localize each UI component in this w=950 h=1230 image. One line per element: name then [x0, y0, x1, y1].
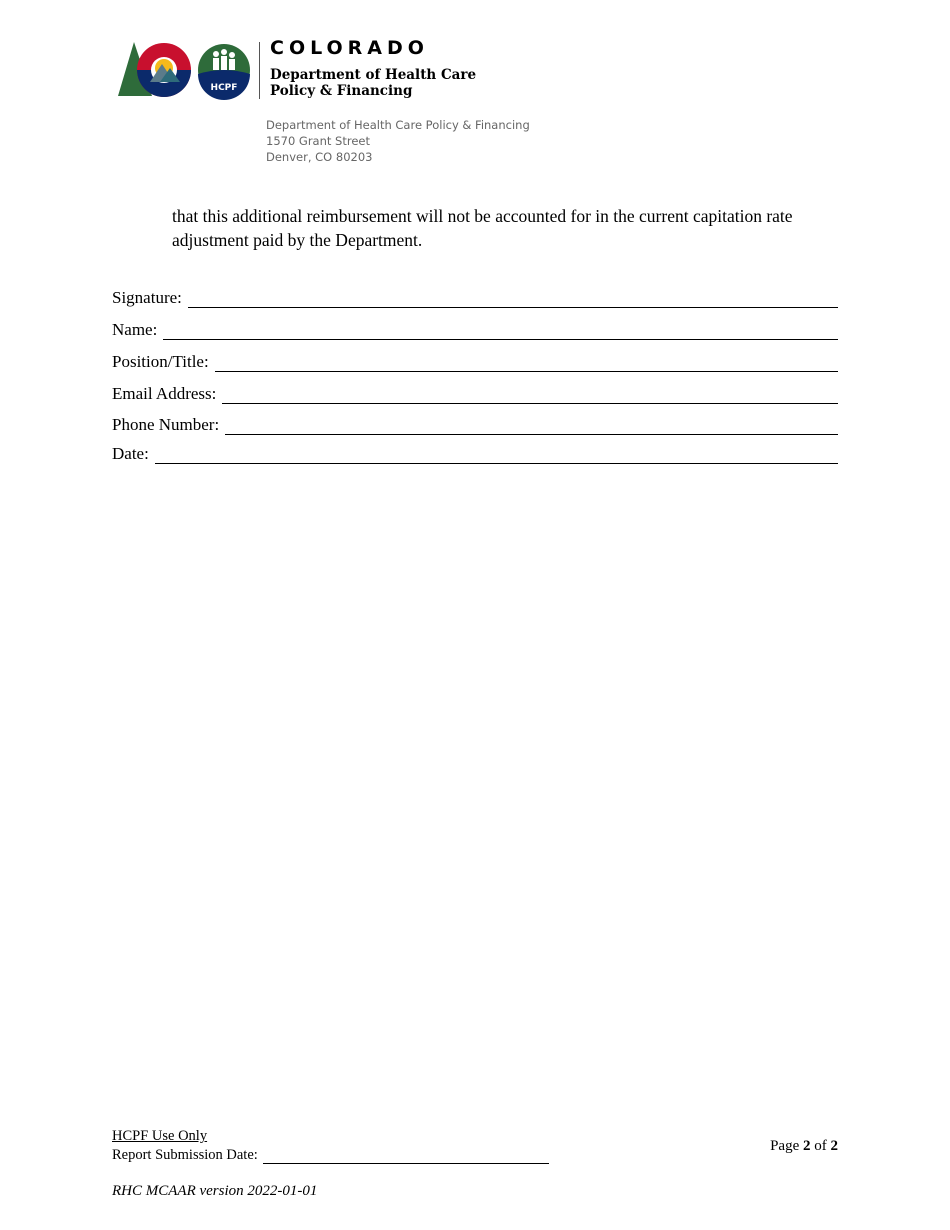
field-label: Signature:	[112, 288, 182, 307]
position-title-input[interactable]	[215, 353, 838, 372]
version-label: RHC MCAAR version 2022-01-01	[112, 1183, 318, 1199]
address-line: 1570 Grant Street	[266, 134, 371, 148]
email-field[interactable]	[112, 382, 838, 404]
address-block	[266, 117, 530, 165]
page-prefix: Page	[770, 1138, 800, 1154]
field-label: Report Submission Date:	[112, 1147, 258, 1163]
address-line: Denver, CO 80203	[266, 150, 373, 164]
hcpf-use-only-heading: HCPF Use Only	[112, 1128, 208, 1144]
signature-field[interactable]	[112, 286, 838, 308]
hcpf-logo-text: HCPF	[210, 83, 238, 93]
page-of: of	[814, 1138, 827, 1154]
body-paragraph: that this additional reimbursement will not be accounted for in the current capitation rate adjustment paid by the Department.	[172, 206, 793, 250]
field-label: Phone Number:	[112, 415, 220, 434]
address-line: Department of Health Care Policy & Financing	[266, 118, 530, 132]
brand-subtitle-line1: Department of Health Care	[270, 67, 477, 83]
page-current: 2	[803, 1138, 811, 1154]
brand-subtitle	[270, 67, 476, 99]
date-field[interactable]	[112, 442, 838, 464]
page-number	[770, 1138, 838, 1155]
signature-input[interactable]	[188, 289, 838, 308]
phone-field[interactable]	[112, 413, 838, 435]
date-input[interactable]	[155, 445, 838, 464]
report-submission-date-field[interactable]	[112, 1147, 549, 1164]
name-field[interactable]	[112, 318, 838, 340]
name-input[interactable]	[163, 321, 838, 340]
field-label: Position/Title:	[112, 352, 209, 371]
email-input[interactable]	[222, 385, 838, 404]
phone-input[interactable]	[225, 416, 838, 435]
page-total: 2	[830, 1138, 838, 1154]
header-divider	[259, 42, 260, 99]
brand-subtitle-line2: Policy & Financing	[270, 83, 413, 99]
report-submission-date-input[interactable]	[263, 1147, 549, 1164]
brand-title: COLORADO	[270, 37, 429, 59]
field-label: Date:	[112, 444, 149, 463]
field-label: Email Address:	[112, 384, 217, 403]
colorado-logo	[116, 38, 256, 107]
position-title-field[interactable]	[112, 350, 838, 372]
field-label: Name:	[112, 320, 158, 339]
